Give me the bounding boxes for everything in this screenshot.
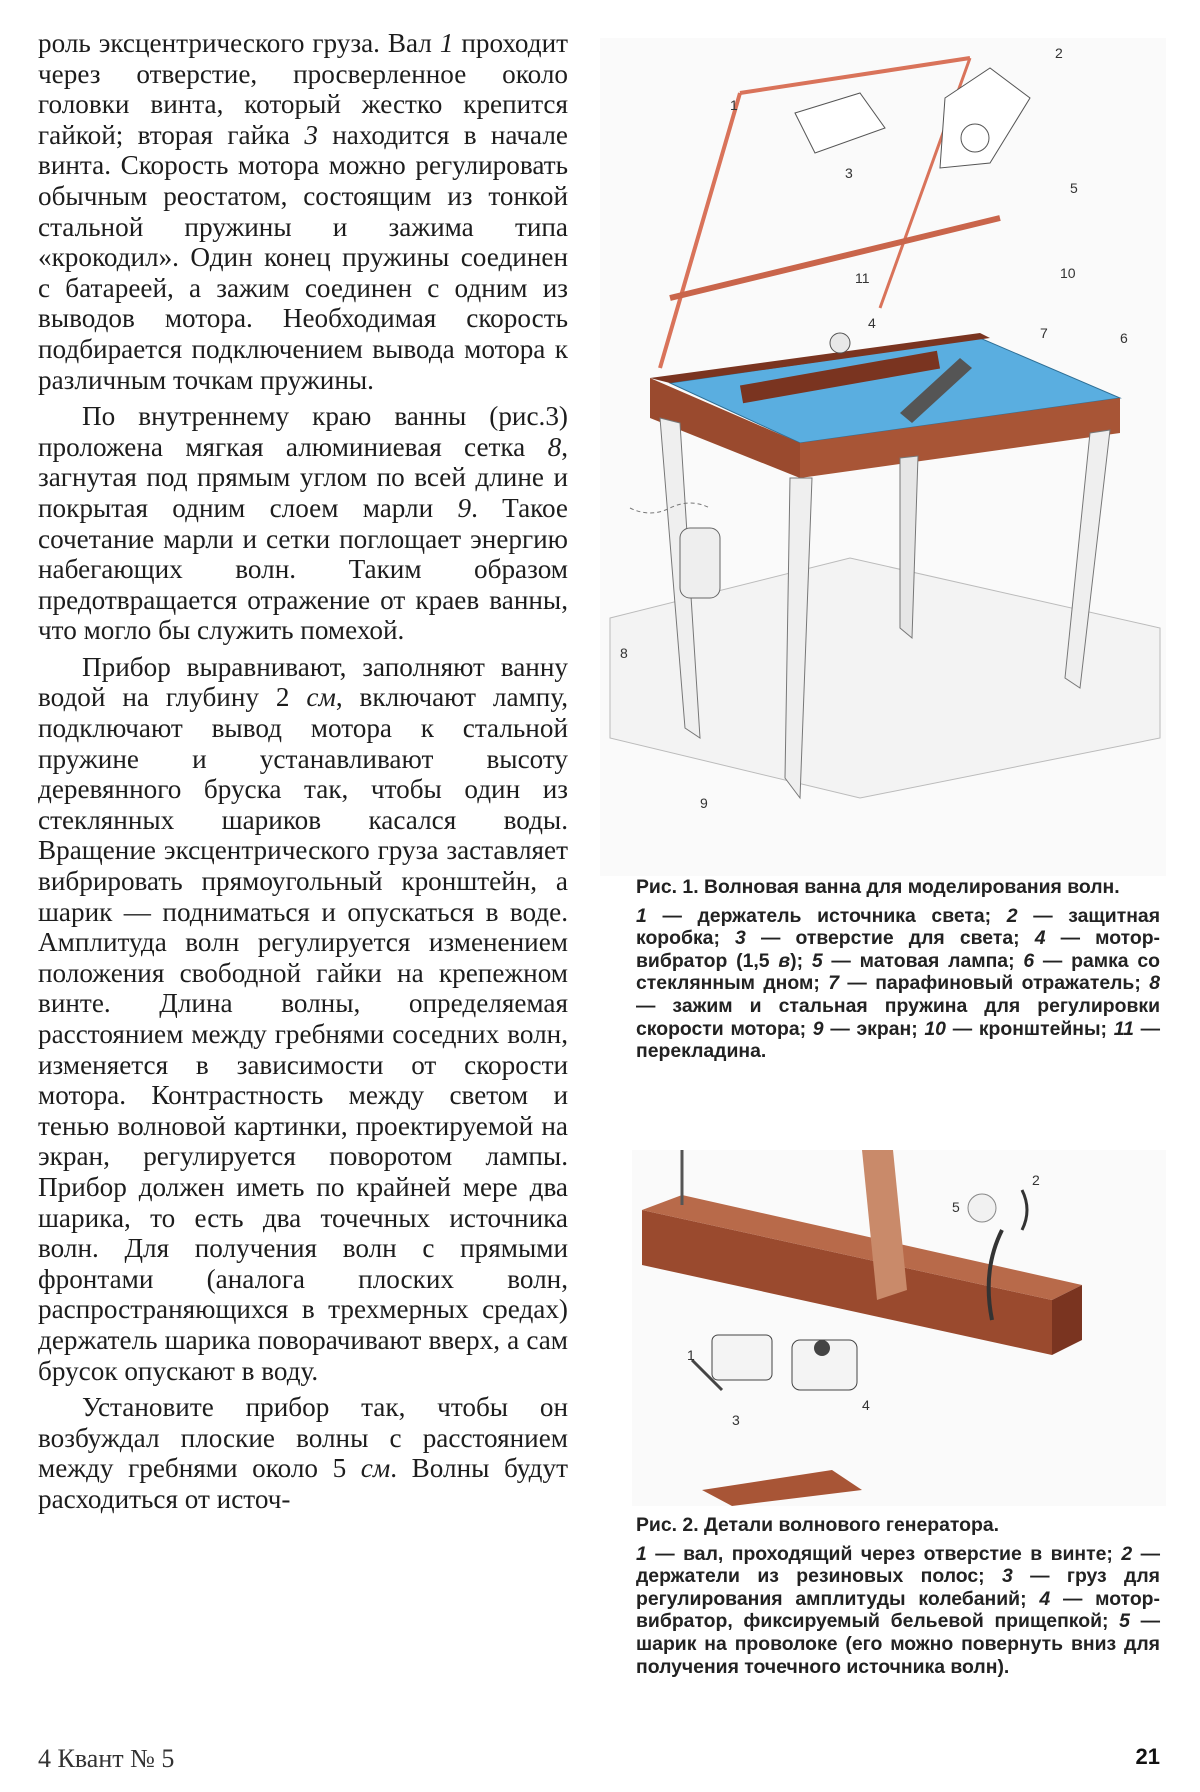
fig1-label-7: 7: [1040, 325, 1048, 341]
fig1-legend-num: 4: [1034, 927, 1046, 950]
fig1-label-3: 3: [845, 165, 853, 181]
p1-lead: роль эксцентрического груза. Вал: [38, 28, 432, 58]
fig2-label-3: 3: [732, 1412, 740, 1428]
shaft-1: [712, 1335, 772, 1380]
figure-1-legend: [636, 905, 1160, 1063]
fig1-legend-text: );: [790, 949, 812, 972]
fig1-label-10: 10: [1060, 265, 1076, 281]
p2-ref-9: 9: [457, 492, 472, 523]
figure-2-caption-title: Рис. 2. Детали волнового генератора.: [636, 1514, 1000, 1536]
p3-lead: Прибор выравнивают, заполняют ванну водой на глубину 2: [38, 651, 568, 713]
ripple-tank-illustration: [600, 38, 1166, 876]
article-body: [38, 28, 568, 1515]
fig2-legend-num: 2: [1121, 1542, 1133, 1565]
fig1-legend-text: — держатель источника света;: [646, 904, 1007, 927]
paragraph-2: [38, 401, 568, 646]
fig1-legend-text: — отверстие для света;: [745, 927, 1035, 950]
p4-lead: Установите прибор так, чтобы он возбуждал плоские волны с расстоянием между гребнями около 5: [38, 1392, 568, 1484]
p2-mid: , загнутая под прямым углом по всей длине и покрытая одним слоем марли: [38, 431, 568, 523]
fig2-legend-text: — мотор-вибратор, фиксируемый бельевой прищепкой;: [636, 1587, 1160, 1633]
fig1-legend-text: — мотор-вибратор (1,5: [636, 927, 1160, 972]
fig1-label-9: 9: [700, 795, 708, 811]
p3-tail: , включают лампу, подключают вывод мотора к стальной пружине и устанавливают высоту деревянного бруска так, чтобы один из стеклянных шариков касался воды. Вращение эксцентрического груза заставляет вибрировать прямоугольный кронштейн, а шарик — подниматься и опускаться в воде. Амплитуда волн регулируется изменением положения свободной гайки на крепежном винте. Длина волны, определяемая расстоянием между гребнями соседних волн, изменяется в зависимости от скорости мотора. Контрастность между светом и тенью волновой картинки, проектируемой на экран, регулируется поворотом лампы. Прибор должен иметь по крайней мере два шарика, то есть два точечных источника волн. Для получения волн с прямыми фронтами (аналога плоских волн, распространяющихся в трехмерных средах) держатель шарика поворачивают вверх, а сам брусок опускают в воду.: [38, 682, 568, 1386]
figure-2-wave-generator: [632, 1150, 1166, 1506]
fig1-legend-num: 2: [1006, 904, 1018, 927]
fig2-legend-num: 1: [636, 1542, 647, 1565]
motor-vibrator-4: [830, 333, 850, 353]
fig1-legend-num: 5: [811, 949, 823, 972]
p1-ref-3: 3: [304, 119, 318, 150]
fig1-legend-text: — рамка со стеклянным дном;: [636, 949, 1160, 995]
fig1-legend-num: 7: [828, 972, 839, 995]
fig1-legend-num: 11: [1113, 1017, 1134, 1040]
fig2-legend-text: — шарик на проволоке (его можно повернуть вниз для получения точечного источника волн).: [636, 1610, 1161, 1678]
p1-mid: проходит через отверстие, просверленное около головки винта, который жестко крепится гайкой; вторая гайка: [38, 28, 569, 150]
fig1-legend-num: 8: [1149, 972, 1161, 995]
fig2-legend-text: — держатели из резиновых полос;: [636, 1542, 1160, 1588]
figure-1-caption-title: Рис. 1. Волновая ванна для моделирования волн.: [636, 876, 1120, 898]
fig1-legend-text: — парафиновый отражатель;: [839, 972, 1150, 995]
fig2-legend-num: 3: [1001, 1565, 1013, 1588]
fig1-label-8: 8: [620, 645, 628, 661]
fig2-label-4: 4: [862, 1397, 870, 1413]
p2-tail: . Такое сочетание марли и сетки поглощает энергию набегающих волн. Таким образом предотвращается отражение от краев ванны, что могло бы служить помехой.: [38, 492, 568, 646]
fig1-legend-unit: в: [778, 949, 791, 972]
figure-1-ripple-tank: [600, 38, 1166, 876]
p3-unit: см: [306, 682, 336, 713]
fig1-legend-text: — экран;: [823, 1017, 925, 1040]
fig2-label-1: 1: [687, 1347, 695, 1363]
glass-ball-5: [968, 1194, 996, 1222]
p2-ref-8: 8: [547, 431, 562, 462]
fig2-label-5: 5: [952, 1199, 960, 1215]
fig1-legend-num: 1: [636, 904, 647, 927]
fig1-label-6: 6: [1120, 330, 1128, 346]
fig2-legend-num: 5: [1119, 1610, 1130, 1633]
fig1-legend-num: 10: [924, 1017, 946, 1040]
fig1-legend-num: 3: [735, 927, 746, 950]
fig1-legend-text: — перекладина.: [636, 1017, 1161, 1063]
fig1-legend-num: 9: [812, 1017, 824, 1040]
journal-footer: 4 Квант № 5: [38, 1744, 175, 1773]
fig1-legend-text: — кронштейны;: [945, 1017, 1114, 1040]
p1-ref-1: 1: [439, 28, 454, 58]
paragraph-1: [38, 28, 568, 395]
fig2-legend-text: — груз для регулирования амплитуды колебаний;: [636, 1565, 1160, 1610]
battery: [680, 528, 720, 598]
fig2-label-2: 2: [1032, 1172, 1040, 1188]
figure-2-caption: [636, 1514, 1160, 1678]
fig2-legend-text: — вал, проходящий через отверстие в винте;: [646, 1542, 1122, 1565]
p4-tail: . Волны будут расходиться от источ-: [38, 1453, 568, 1514]
fig1-label-11: 11: [855, 270, 870, 286]
figure-1-caption: [636, 876, 1160, 1063]
frosted-lamp-5: [961, 124, 989, 152]
fig1-legend-num: 6: [1023, 949, 1035, 972]
page-number: 21: [1135, 1744, 1160, 1769]
p1-tail: находится в начале винта. Скорость мотора можно регулировать обычным реостатом, состоящим из тонкой стальной пружины и зажима типа «крокодил». Один конец пружины соединен с батареей, а зажим соединен с одним из выводов мотора. Необходимая скорость подбирается подключением вывода мотора к различным точкам пружины.: [38, 119, 568, 395]
paragraph-3: [38, 652, 568, 1386]
fig1-label-1: 1: [730, 97, 738, 113]
fig2-legend-num: 4: [1039, 1587, 1051, 1610]
fig1-label-4: 4: [868, 315, 876, 331]
fig1-label-2: 2: [1055, 45, 1063, 61]
fig1-legend-text: — защитная коробка;: [636, 904, 1161, 950]
figure-2-legend: [636, 1543, 1160, 1679]
paragraph-4: [38, 1392, 568, 1514]
fig1-label-5: 5: [1070, 180, 1078, 196]
p2-lead: По внутреннему краю ванны (рис.3) проложена мягкая алюминиевая сетка: [38, 401, 568, 462]
fig1-legend-text: — зажим и стальная пружина для регулировки скорости мотора;: [636, 994, 1160, 1040]
wave-generator-illustration: [632, 1150, 1166, 1506]
fig1-legend-text: — матовая лампа;: [822, 949, 1024, 972]
p4-unit: см: [360, 1453, 391, 1484]
motor-terminal: [814, 1340, 830, 1356]
